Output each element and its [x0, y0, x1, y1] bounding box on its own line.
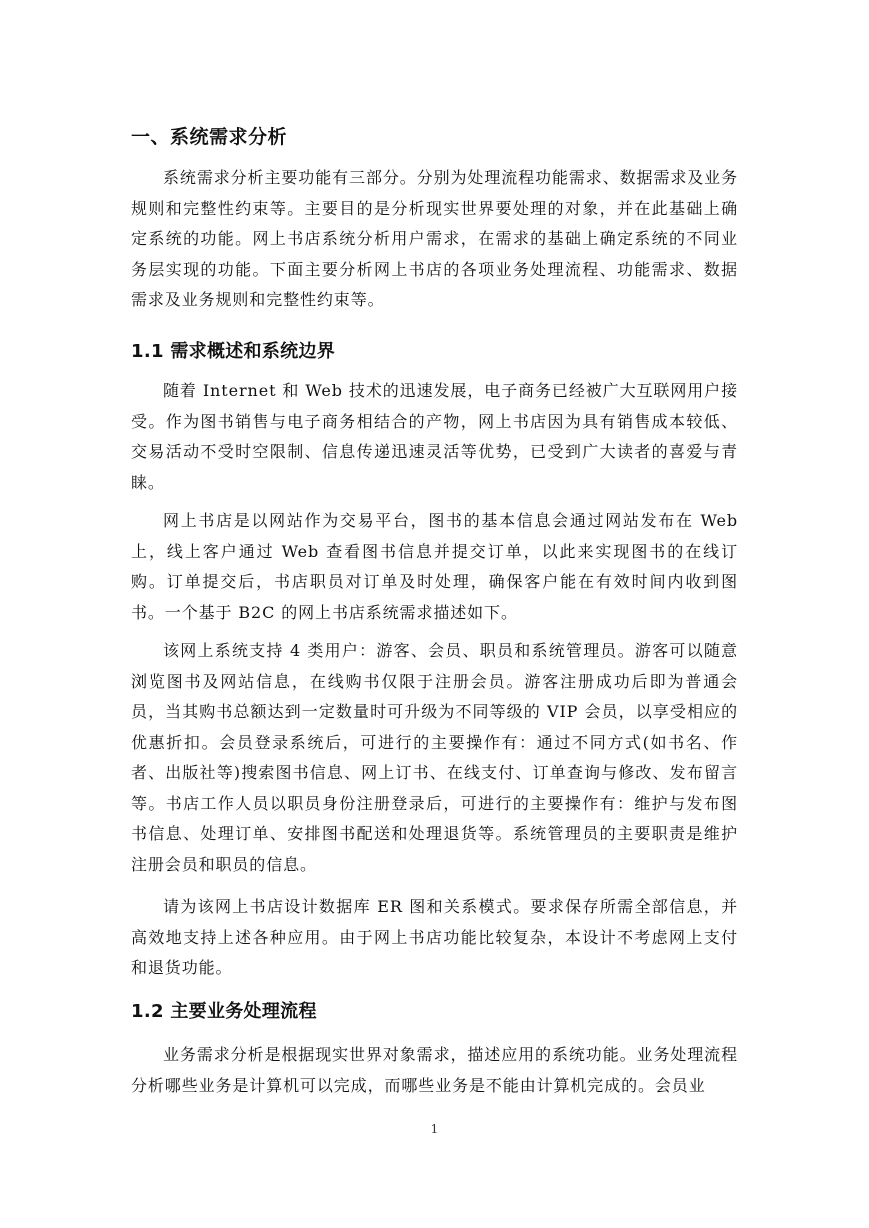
subsection-1-1-paragraph-2: 网上书店是以网站作为交易平台，图书的基本信息会通过网站发布在 Web 上，线上客户通过 Web 查看图书信息并提交订单，以此来实现图书的在线订购。订单提交后，书店职员对订单及时处理，确保客户能在有效时间内收到图书。一个基于 B2C 的网上书店系统需求描述如下。 [131, 511, 738, 622]
page-number: 1 [430, 1122, 439, 1136]
subsection-1-1-paragraph-4: 请为该网上书店设计数据库 ER 图和关系模式。要求保存所需全部信息，并高效地支持上述各种应用。由于网上书店功能比较复杂，本设计不考虑网上支付和退货功能。 [131, 897, 738, 977]
subsection-title-1-2: 1.2 主要业务处理流程 [131, 1001, 317, 1022]
section-intro-paragraph: 系统需求分析主要功能有三部分。分别为处理流程功能需求、数据需求及业务规则和完整性约束等。主要目的是分析现实世界要处理的对象，并在此基础上确定系统的功能。网上书店系统分析用户需求，在需求的基础上确定系统的不同业务层实现的功能。下面主要分析网上书店的各项业务处理流程、功能需求、数据需求及业务规则和完整性约束等。 [131, 168, 738, 309]
subsection-title-1-1: 1.1 需求概述和系统边界 [131, 341, 336, 362]
section-title: 一、系统需求分析 [131, 126, 288, 148]
subsection-1-2-paragraph-1: 业务需求分析是根据现实世界对象需求，描述应用的系统功能。业务处理流程分析哪些业务是计算机可以完成，而哪些业务是不能由计算机完成的。会员业 [131, 1045, 738, 1095]
subsection-1-1-paragraph-1: 随着 Internet 和 Web 技术的迅速发展，电子商务已经被广大互联网用户接受。作为图书销售与电子商务相结合的产物，网上书店因为具有销售成本较低、交易活动不受时空限制、信息传递迅速灵活等优势，已受到广大读者的喜爱与青睐。 [131, 381, 738, 492]
subsection-1-1-paragraph-3: 该网上系统支持 4 类用户：游客、会员、职员和系统管理员。游客可以随意浏览图书及网站信息，在线购书仅限于注册会员。游客注册成功后即为普通会员，当其购书总额达到一定数量时可升级为不同等级的 VIP 会员，以享受相应的优惠折扣。会员登录系统后，可进行的主要操作有：通过不同方式(如书名、作者、出版社等)搜索图书信息、网上订书、在线支付、订单查询与修改、发布留言等。书店工作人员以职员身份注册登录后，可进行的主要操作有：维护与发布图书信息、处理订单、安排图书配送和处理退货等。系统管理员的主要职责是维护注册会员和职员的信息。 [131, 641, 738, 874]
